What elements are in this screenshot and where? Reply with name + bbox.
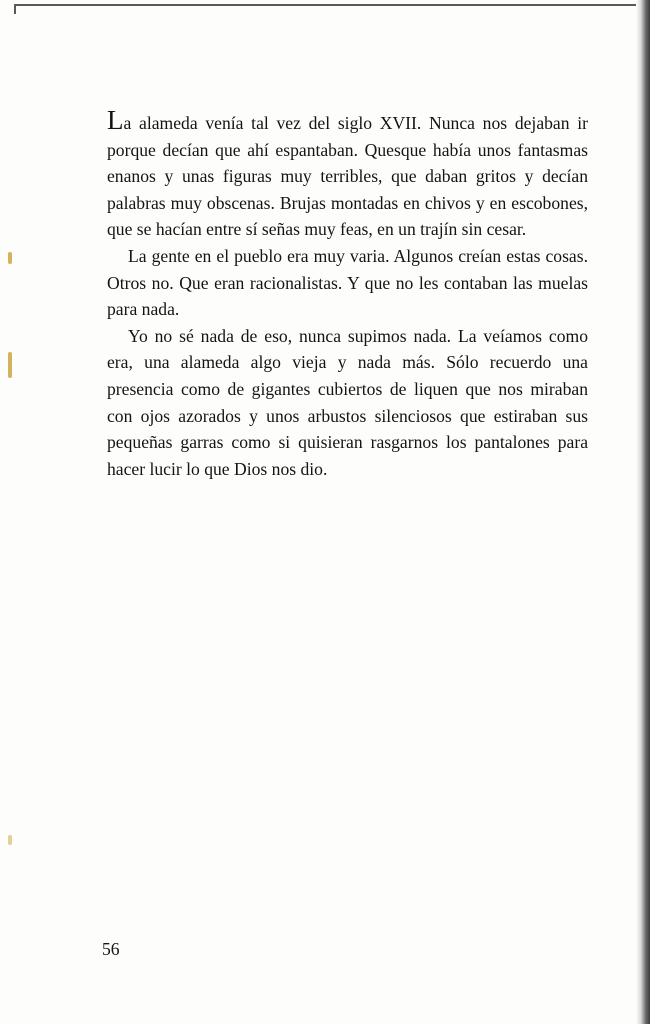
scan-speck: [8, 352, 12, 378]
scan-top-rule: [14, 4, 650, 6]
paragraph-1-text: a alameda venía tal vez del siglo XVII. Nunca nos dejaban ir porque decían que ahí espantaban. Quesque había unos fantasmas enanos y unas figuras muy terribles, que daban gritos y decían palabras muy obscenas. Brujas montadas en chivos y en escobones, que se hacían entre sí señas muy feas, en un trajín sin cesar.: [107, 113, 588, 240]
drop-cap: L: [107, 105, 124, 135]
page-number: 56: [102, 939, 120, 959]
scan-top-tick: [14, 4, 16, 14]
scan-speck: [8, 835, 12, 845]
scan-right-edge-shadow: [636, 0, 650, 1024]
body-text: [107, 105, 588, 482]
scan-speck: [8, 252, 12, 264]
paragraph-2: La gente en el pueblo era muy varia. Algunos creían estas cosas. Otros no. Que eran racionalistas. Y que no les contaban las muelas para nada.: [107, 245, 588, 320]
paragraph-1: [107, 105, 588, 243]
paragraph-3: Yo no sé nada de eso, nunca supimos nada. La veíamos como era, una alameda algo vieja y nada más. Sólo recuerdo una presencia como de gigantes cubiertos de liquen que nos miraban con ojos azorados y unos arbustos silenciosos que estiraban sus pequeñas garras como si quisieran rasgarnos los pantalones para hacer lucir lo que Dios nos dio.: [107, 325, 588, 479]
